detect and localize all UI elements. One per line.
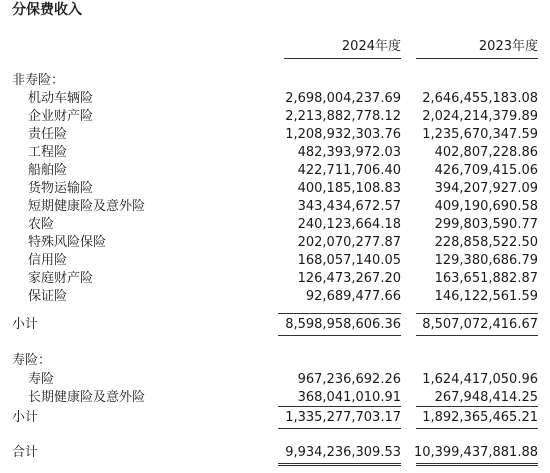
row-label: 农险 — [28, 217, 55, 232]
total-row — [0, 444, 550, 462]
value-2024: 240,123,664.18 — [297, 217, 401, 232]
table-row — [0, 108, 550, 126]
row-label: 长期健康险及意外险 — [28, 390, 146, 405]
value-2023: 2,024,214,379.89 — [422, 109, 538, 124]
subtotal-rule-2023 — [416, 313, 538, 314]
table-row — [0, 234, 550, 252]
table-row — [0, 371, 550, 389]
subtotal-value-2023: 8,507,072,416.67 — [422, 317, 538, 332]
table-row — [0, 162, 550, 180]
subtotal-row-life — [0, 409, 550, 427]
value-2023: 1,624,417,050.96 — [422, 372, 538, 387]
row-label: 机动车辆险 — [28, 91, 94, 106]
column-header-2023: 2023年度 — [478, 39, 538, 54]
table-row — [0, 126, 550, 144]
value-2023: 409,190,690.58 — [434, 199, 538, 214]
section-heading-non-life — [0, 72, 550, 90]
row-label: 货物运输险 — [28, 181, 94, 196]
subtotal-rule-2024 — [278, 313, 401, 314]
value-2024: 368,041,010.91 — [297, 390, 401, 405]
value-2024: 2,213,882,778.12 — [285, 109, 401, 124]
value-2023: 402,807,228.86 — [434, 145, 538, 160]
table-row — [0, 252, 550, 270]
value-2023: 426,709,415.06 — [434, 163, 538, 178]
total-double-rule-2023 — [416, 463, 538, 466]
value-2023: 1,235,670,347.59 — [422, 127, 538, 142]
row-label: 工程险 — [28, 145, 68, 160]
table-row — [0, 288, 550, 306]
subtotal-rule-2023 — [416, 406, 538, 407]
row-label: 寿险 — [28, 372, 55, 387]
table-row — [0, 216, 550, 234]
row-label: 保证险 — [28, 289, 68, 304]
total-label: 合计 — [12, 445, 39, 460]
subtotal-bottom-rule-2023 — [416, 428, 538, 429]
subtotal-value-2024: 1,335,277,703.17 — [285, 410, 401, 425]
subtotal-bottom-rule-2024 — [278, 428, 401, 429]
value-2024: 202,070,277.87 — [297, 235, 401, 250]
value-2024: 168,057,140.05 — [297, 253, 401, 268]
section-heading-label: 寿险： — [12, 353, 52, 368]
value-2024: 343,434,672.57 — [297, 199, 401, 214]
column-header-underline-2024 — [284, 58, 401, 59]
subtotal-rule-2024 — [278, 406, 401, 407]
section-heading-life — [0, 352, 550, 370]
value-2024: 422,711,706.40 — [297, 163, 401, 178]
value-2023: 163,651,882.87 — [434, 271, 538, 286]
table-row — [0, 270, 550, 288]
value-2024: 967,236,692.26 — [297, 372, 401, 387]
row-label: 家庭财产险 — [28, 271, 94, 286]
table-row — [0, 90, 550, 108]
subtotal-row-non-life — [0, 316, 550, 334]
value-2023: 228,858,522.50 — [434, 235, 538, 250]
page-title: 分保费收入 — [12, 2, 82, 18]
value-2024: 126,473,267.20 — [297, 271, 401, 286]
table-row — [0, 389, 550, 407]
table-row — [0, 144, 550, 162]
row-label: 信用险 — [28, 253, 68, 268]
section-heading-label: 非寿险： — [12, 73, 65, 88]
total-value-2023: 10,399,437,881.88 — [413, 445, 538, 460]
table-row — [0, 180, 550, 198]
value-2023: 146,122,561.59 — [434, 289, 538, 304]
subtotal-bottom-rule-2024 — [278, 335, 401, 336]
value-2024: 2,698,004,237.69 — [285, 91, 401, 106]
row-label: 责任险 — [28, 127, 68, 142]
value-2023: 299,803,590.77 — [434, 217, 538, 232]
row-label: 船舶险 — [28, 163, 68, 178]
column-header-underline-2023 — [416, 58, 538, 59]
subtotal-bottom-rule-2023 — [416, 335, 538, 336]
value-2024: 92,689,477.66 — [305, 289, 401, 304]
value-2024: 1,208,932,303.76 — [285, 127, 401, 142]
row-label: 短期健康险及意外险 — [28, 199, 146, 214]
column-header-2024: 2024年度 — [341, 39, 401, 54]
row-label: 特殊风险保险 — [28, 235, 107, 250]
value-2023: 129,380,686.79 — [434, 253, 538, 268]
table-row — [0, 198, 550, 216]
value-2024: 400,185,108.83 — [297, 181, 401, 196]
value-2024: 482,393,972.03 — [297, 145, 401, 160]
subtotal-value-2024: 8,598,958,606.36 — [285, 317, 401, 332]
value-2023: 267,948,414.25 — [434, 390, 538, 405]
subtotal-value-2023: 1,892,365,465.21 — [422, 410, 538, 425]
value-2023: 394,207,927.09 — [434, 181, 538, 196]
value-2023: 2,646,455,183.08 — [422, 91, 538, 106]
total-value-2024: 9,934,236,309.53 — [285, 445, 401, 460]
row-label: 企业财产险 — [28, 109, 94, 124]
subtotal-label: 小计 — [12, 317, 39, 332]
subtotal-label: 小计 — [12, 410, 39, 425]
total-double-rule-2024 — [278, 463, 401, 466]
